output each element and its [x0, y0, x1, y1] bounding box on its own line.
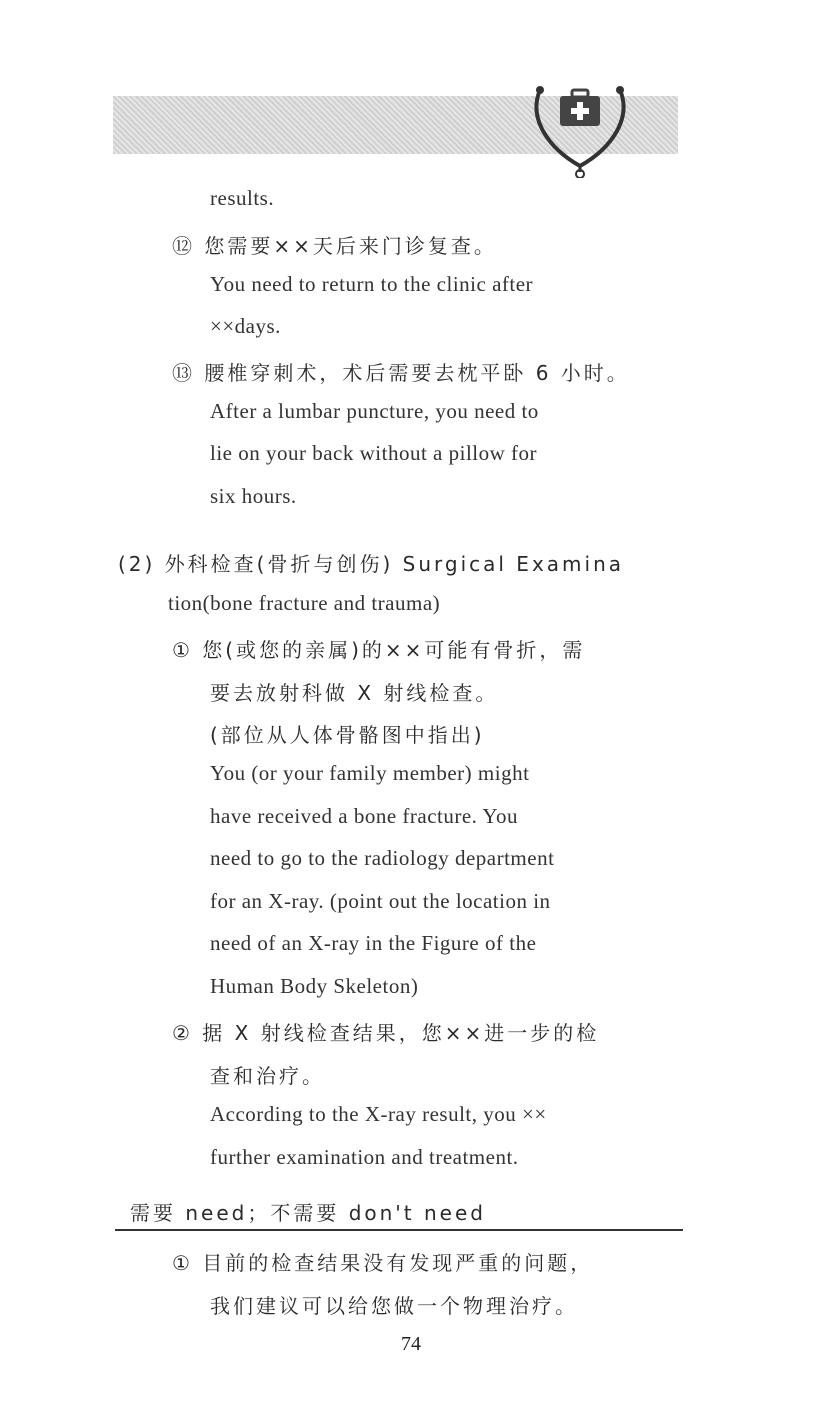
text-line: ① 目前的检查结果没有发现严重的问题， — [172, 1251, 594, 1275]
text-line: have received a bone fracture. You — [210, 804, 518, 828]
text-line: need of an X-ray in the Figure of the — [210, 931, 537, 955]
note-divider — [115, 1229, 683, 1231]
text-line: ××days. — [210, 314, 281, 338]
text-line: You (or your family member) might — [210, 761, 530, 785]
text-line: results. — [210, 186, 275, 210]
text-line: lie on your back without a pillow for — [210, 441, 538, 465]
fill-in-note: 需要 need；不需要 don't need — [130, 1201, 486, 1225]
text-line: After a lumbar puncture, you need to — [210, 399, 539, 423]
text-line: 要去放射科做 X 射线检查。 — [210, 681, 499, 705]
text-line: Human Body Skeleton) — [210, 974, 419, 998]
medical-kit-stethoscope-icon — [528, 78, 633, 178]
section-heading: (2) 外科检查(骨折与创伤) Surgical Examina — [118, 552, 625, 576]
text-line: six hours. — [210, 484, 297, 508]
page-number: 74 — [401, 1333, 421, 1355]
text-line: ⑫ 您需要××天后来门诊复查。 — [172, 234, 497, 258]
section-heading-cont: tion(bone fracture and trauma) — [168, 591, 441, 615]
text-line: 查和治疗。 — [210, 1064, 325, 1088]
text-line: According to the X-ray result, you ×× — [210, 1102, 547, 1126]
text-line: for an X-ray. (point out the location in — [210, 889, 551, 913]
text-line: 我们建议可以给您做一个物理治疗。 — [210, 1294, 578, 1318]
text-line: ① 您(或您的亲属)的××可能有骨折，需 — [172, 638, 586, 662]
text-line: ② 据 X 射线检查结果，您××进一步的检 — [172, 1021, 600, 1045]
text-line: You need to return to the clinic after — [210, 272, 534, 296]
text-line: need to go to the radiology department — [210, 846, 555, 870]
text-line: ⑬ 腰椎穿刺术，术后需要去枕平卧 6 小时。 — [172, 361, 630, 385]
text-line: further examination and treatment. — [210, 1145, 519, 1169]
text-line: (部位从人体骨骼图中指出) — [210, 723, 485, 747]
